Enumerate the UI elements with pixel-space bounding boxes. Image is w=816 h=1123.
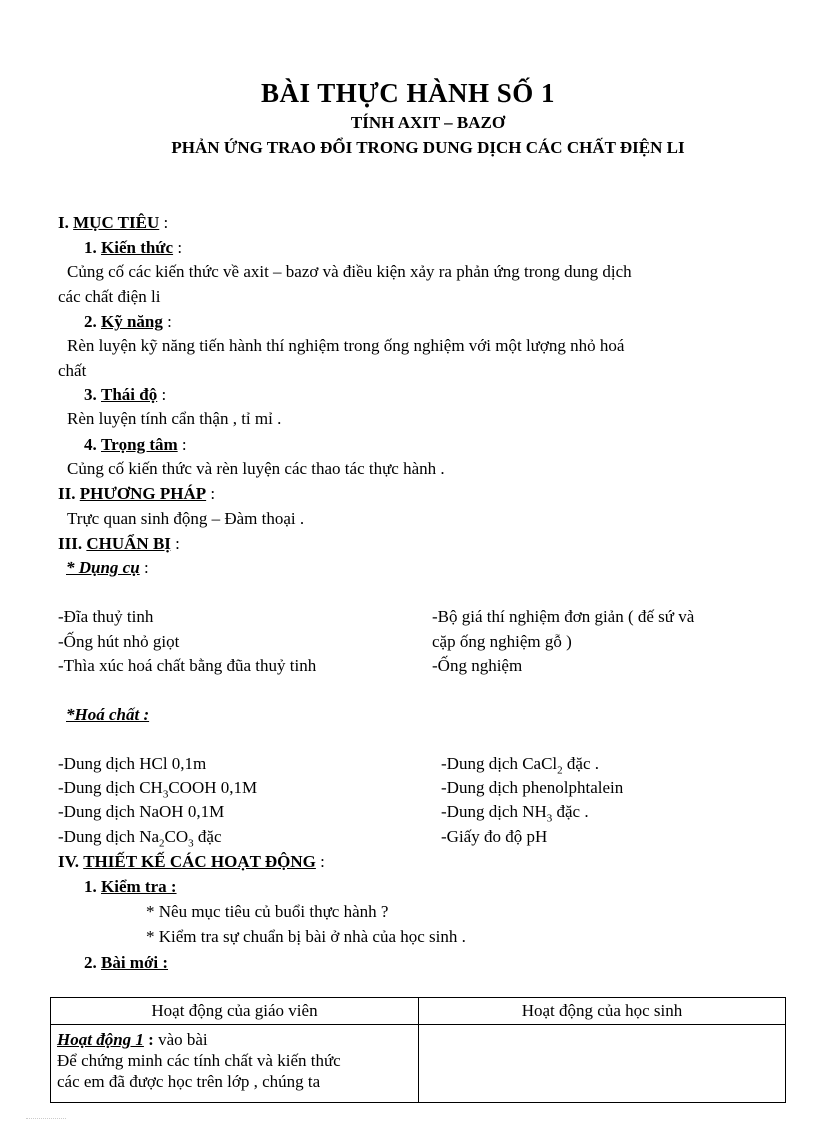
section-3-heading: III. CHUẨN BỊ : — [58, 534, 180, 553]
hoachat-2: -Dung dịch $CH_3COOH$ 0,1M — [58, 778, 258, 801]
activity-1-label: Hoạt động 1 — [57, 1030, 144, 1049]
table-header-row — [51, 998, 786, 1025]
hoachat-6: -Dung dịch phenolphtalein — [441, 778, 624, 797]
section-4-heading: IV. THIẾT KẾ CÁC HOẠT ĐỘNG : — [58, 852, 325, 871]
student-activity-cell — [419, 1025, 786, 1103]
dungcu-left-3: -Thìa xúc hoá chất bằng đũa thuỷ tinh — [58, 656, 317, 675]
teacher-activity-cell: Hoạt động 1 : vào bài Để chứng minh các tính chất và kiến thức các em đã được học trên lớp , chúng ta — [51, 1025, 419, 1103]
dungcu-heading: * Dụng cụ : — [66, 558, 149, 577]
thaido-text: Rèn luyện tính cẩn thận , tỉ mỉ . — [67, 409, 282, 428]
kynang-text-1: Rèn luyện kỹ năng tiến hành thí nghiệm trong ống nghiệm với một lượng nhỏ hoá — [67, 336, 625, 355]
kynang-text-2: chất — [58, 361, 87, 380]
hoachat-1: -Dung dịch HCl 0,1m — [58, 754, 207, 773]
kiemtra-item-2: * Kiểm tra sự chuẩn bị bài ở nhà của học sinh . — [146, 927, 466, 946]
kiemtra-item-1: * Nêu mục tiêu củ buổi thực hành ? — [146, 902, 389, 921]
baimoi-heading: 2. Bài mới : — [84, 953, 169, 972]
hoachat-7: -Dung dịch $NH_3$ đặc . — [441, 802, 589, 825]
hoachat-heading: *Hoá chất : — [66, 705, 150, 724]
hoachat-4: -Dung dịch $Na_2CO_3$ đặc — [58, 827, 222, 850]
trongtam-text: Củng cố kiến thức và rèn luyện các thao tác thực hành . — [67, 459, 445, 478]
subtitle-reaction: PHẢN ỨNG TRAO ĐỔI TRONG DUNG DỊCH CÁC CHẤT ĐIỆN LI — [171, 138, 685, 157]
kienthuc-text-1: Củng cố các kiến thức về axit – bazơ và điều kiện xảy ra phản ứng trong dung dịch — [67, 262, 632, 281]
activity-1-line-2: Để chứng minh các tính chất và kiến thức — [57, 1051, 341, 1070]
student-column-header: Hoạt động của học sinh — [419, 998, 786, 1025]
teacher-column-header: Hoạt động của giáo viên — [51, 998, 419, 1025]
footer-divider — [26, 1118, 66, 1119]
activity-1-title: vào bài — [158, 1030, 208, 1049]
hoachat-8: -Giấy đo độ pH — [441, 827, 548, 846]
kienthuc-heading: 1. Kiến thức : — [84, 238, 183, 257]
phuongphap-text: Trực quan sinh động – Đàm thoại . — [67, 509, 305, 528]
trongtam-heading: 4. Trọng tâm : — [84, 435, 187, 454]
activity-1-line-3: các em đã được học trên lớp , chúng ta — [57, 1072, 321, 1091]
subtitle-acid-base: TÍNH AXIT – BAZƠ — [350, 113, 506, 132]
activities-table — [50, 997, 786, 1103]
dungcu-right-2: cặp ống nghiệm gỗ ) — [432, 632, 572, 651]
table-row — [51, 1025, 786, 1103]
dungcu-left-1: -Đĩa thuỷ tinh — [58, 607, 154, 626]
dungcu-right-3: -Ống nghiệm — [432, 656, 523, 675]
hoachat-3: -Dung dịch NaOH 0,1M — [58, 802, 225, 821]
kienthuc-text-2: các chất điện li — [58, 287, 161, 306]
dungcu-right-1: -Bộ giá thí nghiệm đơn giản ( đế sứ và — [432, 607, 695, 626]
section-2-heading: II. PHƯƠNG PHÁP : — [58, 484, 216, 503]
kiemtra-heading: 1. Kiểm tra : — [84, 877, 177, 896]
hoachat-5: -Dung dịch CaCl$_2$ đặc . — [441, 754, 599, 777]
section-1-heading: I. MỤC TIÊU : — [58, 213, 169, 232]
dungcu-left-2: -Ống hút nhỏ giọt — [58, 632, 180, 651]
kynang-heading: 2. Kỹ năng : — [84, 312, 172, 331]
thaido-heading: 3. Thái độ : — [84, 385, 167, 404]
page-title: BÀI THỰC HÀNH SỐ 1 — [260, 78, 556, 108]
